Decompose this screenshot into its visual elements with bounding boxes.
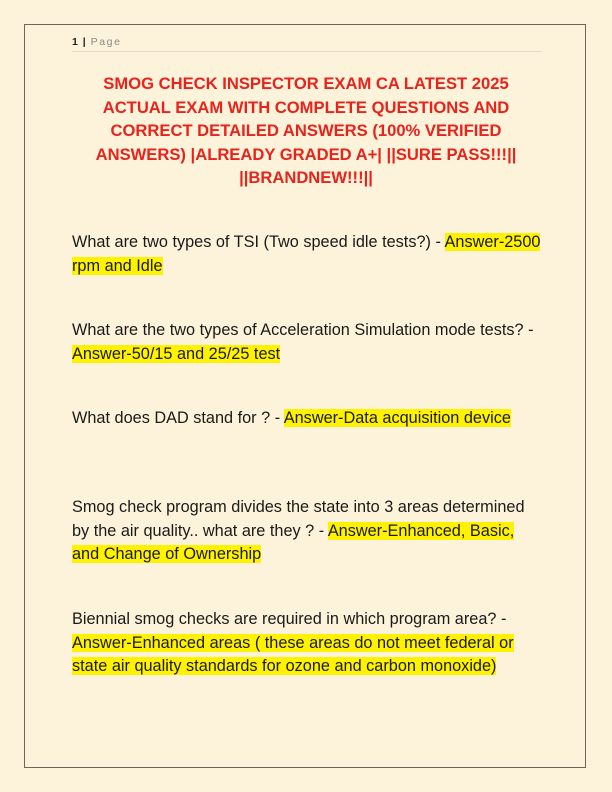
document-title: SMOG CHECK INSPECTOR EXAM CA LATEST 2025 ACTUAL EXAM WITH COMPLETE QUESTIONS AND CORRECT DETAILED ANSWERS (100% VERIFIED ANSWERS) |ALREADY GRADED A+| ||SURE PASS!!!|| ||BRANDNEW!!!||: [95, 74, 517, 187]
answer-3: Answer-Data acquisition device: [283, 409, 511, 427]
question-3: What does DAD stand for ? -: [72, 409, 284, 427]
header-separator: |: [82, 36, 86, 48]
question-1: What are two types of TSI (Two speed idle tests?) -: [72, 233, 445, 251]
question-2: What are the two types of Acceleration Simulation mode tests? -: [72, 321, 534, 339]
qa-item-3: [72, 407, 542, 431]
answer-1: Answer-2500 rpm and Idle: [72, 233, 541, 275]
qa-item-5: [72, 608, 542, 679]
question-5: Biennial smog checks are required in which program area? -: [72, 610, 507, 628]
page-header: [72, 36, 542, 52]
question-4: Smog check program divides the state into 3 areas determined by the air quality.. what are they ? -: [72, 498, 525, 540]
answer-5: Answer-Enhanced areas ( these areas do not meet federal or state air quality standards for ozone and carbon monoxide): [72, 633, 514, 675]
page-label: Page: [90, 36, 122, 48]
answer-2: Answer-50/15 and 25/25 test: [72, 344, 281, 363]
qa-item-2: [72, 319, 542, 366]
page-number: 1: [72, 36, 78, 48]
qa-item-4: [72, 496, 542, 567]
answer-4: Answer-Enhanced, Basic, and Change of Ownership: [72, 521, 515, 563]
qa-item-1: [72, 231, 542, 278]
